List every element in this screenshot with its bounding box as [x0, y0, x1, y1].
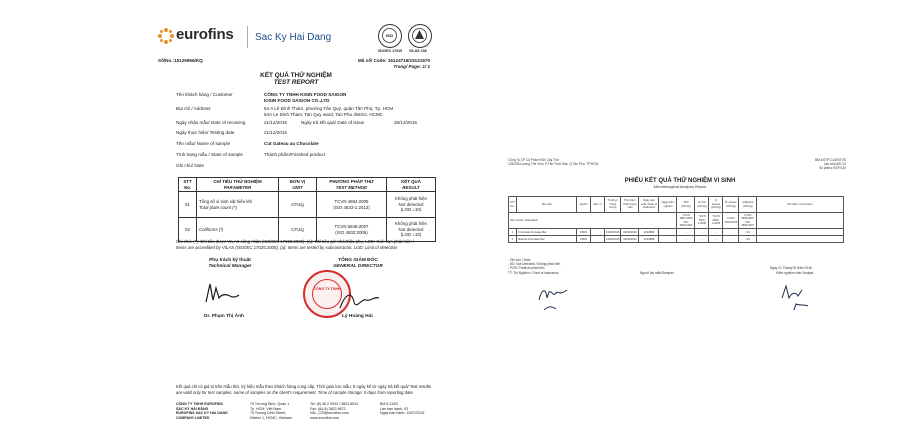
- sampler-label: Người lấy mẫu/Sampler: [640, 271, 674, 275]
- director-title-vn: TỔNG GIÁM ĐỐC: [338, 258, 378, 263]
- row-conclusion: [757, 236, 844, 243]
- row-result: Không phát hiện Not detected (LOD =10): [387, 218, 436, 242]
- row-sample-name: Matcha Chocolate Bar: [517, 236, 577, 243]
- row-no: 01: [179, 192, 197, 218]
- analyst-label: Kiểm nghiệm viên/ Analyst: [776, 271, 814, 275]
- note-pos: - POS: Positive/ phát hiện: [508, 266, 545, 270]
- row-date: 19/05/2016: [605, 229, 621, 236]
- table-row: [509, 236, 844, 243]
- document-number: Số/No.:15125956/KQ: [158, 58, 203, 63]
- row-code: 2013898: [639, 236, 659, 243]
- issue-value: 25/12/2015: [394, 120, 417, 125]
- footer-contact: Tel: (8) 38 2 9933 / 3824 8514 Fax: (84-8) 3822 8672 VAL_CSI@eurofins.com www.eurofins.com: [310, 402, 358, 421]
- row-value: -: [723, 236, 739, 243]
- row-no: 02: [179, 218, 197, 242]
- technical-manager-signature-icon: [202, 278, 242, 308]
- col-header: Ngày sản xuất / Date of production: [639, 197, 659, 213]
- col-header: Thời hạn / Khối lượng mẫu: [621, 197, 639, 213]
- page-number: Trang/ Page: 1/ 1: [393, 64, 430, 69]
- test-report-document: [150, 8, 442, 426]
- col-header: Tên mẫu: [517, 197, 577, 213]
- table-header-row: [509, 197, 844, 213]
- row-method: TCVN 4884:2005 (ISO 4833-1:2013): [317, 192, 387, 218]
- technical-manager-title-en: Technical Manager: [208, 264, 252, 269]
- col-header: B. cereus (CFU/g): [723, 197, 739, 213]
- col-header: Đơn vị: [591, 197, 605, 213]
- col-no-header: STT No.: [179, 178, 197, 192]
- sample-value: Cut Gateau au Chocolate: [264, 141, 319, 146]
- row-date: 19/05/2016: [605, 236, 621, 243]
- row-no: 2: [509, 236, 517, 243]
- standards-row: [509, 213, 844, 229]
- col-result-header: KẾT QUẢ RESULT: [387, 178, 436, 192]
- customer-name-vn: CÔNG TY TNHH KISIN FOOD SAIGON: [264, 92, 347, 97]
- col-parameter-header: CHỈ TIÊU THỬ NGHIỆM PARAMETER: [197, 178, 279, 192]
- accreditation-note-en: Items are accredited by VILAS (ISO/IEC 17025:2005), (a): Items are tested by subcontractor, LOD: Limit of detection: [176, 245, 398, 250]
- lab-address: 125/206 Lương Thế Vinh, P.Tân Thới Hòa, Q.Tân Phú, TP.HCM: [508, 162, 599, 166]
- received-value: 21/12/2015: [264, 120, 287, 125]
- col-header: Nguồn: [577, 197, 591, 213]
- form-code: BM-KSTP-CLIENTVS: [815, 158, 846, 162]
- row-unit: CFU/g: [279, 218, 317, 242]
- address-en: 54A Le Dinh Tham, Tan Quy ward, Tan Phu district, HCMC: [264, 112, 383, 117]
- row-value: -: [709, 236, 723, 243]
- micro-report-title-en: Microbiological Analysis Report: [653, 185, 707, 189]
- lab-chief-label: TT. Thí Nghiệm / Chief of laboratory: [508, 271, 559, 275]
- customer-name-en: KISIN FOOD SAIGON CO.,LTD: [264, 98, 330, 103]
- row-parameter: Coliforms (*): [197, 218, 279, 242]
- testing-value: 21/12/2015: [264, 130, 287, 135]
- director-title-en: GENERAL DIRECTOR: [333, 264, 383, 269]
- col-header: Ngày kiểm nghiệm: [659, 197, 677, 213]
- table-header-row: [179, 178, 436, 192]
- footer-address: 79 Trương Định, Quận 1, Tp. HCM, Việt Nam 79 Truong Dinh Street, District 1, HCMC, Vietnam: [250, 402, 292, 421]
- row-value: -: [677, 236, 695, 243]
- director-name: Lý Hoàng Hải: [342, 314, 373, 319]
- note-label: Ghi chú/ Note: [176, 163, 205, 168]
- method-cell: TCVN 4830-1:2005: [709, 213, 723, 229]
- code-number: Mã số/ Code: 15124716/15121670: [357, 58, 430, 63]
- method-cell: TCVN 6848:2007 ISO 4832:2007: [739, 213, 757, 229]
- svg-text:ISO: ISO: [386, 33, 393, 38]
- issue-label: Ngày trả kết quả/ Date of issue: [301, 120, 365, 125]
- report-title-vn: KẾT QUẢ THỬ NGHIỆM: [260, 72, 332, 79]
- method-cell: TCVN 4992:2005: [723, 213, 739, 229]
- col-header: Trường / Trọng lượng: [605, 197, 621, 213]
- row-date: 19/05/2016: [621, 236, 639, 243]
- footer-form-code: BM 6.11/02 Lần ban hành: 03 Ngày ban hành: 10/07/2015: [380, 402, 425, 416]
- row-source: KISIN: [577, 236, 591, 243]
- note-heading: - Ghi chú / Note:: [508, 258, 532, 262]
- letterhead: [158, 24, 438, 53]
- vilas-accreditation-badge-icon: [408, 24, 432, 48]
- analyst-signature-icon: [778, 284, 814, 316]
- row-value: -: [677, 229, 695, 236]
- company-sub-name: Sac Ky Hai Dang: [255, 32, 332, 43]
- note-nd: - ND: Not Detected / không phát hiện: [508, 262, 561, 266]
- footer-company: CÔNG TY TNHH EUROFINS SẮC KÝ HẢI ĐĂNG EUROFINS SAC KY HAI DANG COMPANY LIMITED: [176, 402, 228, 421]
- technical-manager-title-vn: Phụ trách kỹ thuật: [209, 258, 251, 263]
- accreditation-note-vn: Ghi chú: (*): Chỉ tiêu được VILAS công nhận (ISO/IEC 17025:2005), (a): Chỉ tiêu gửi nhà thầu phụ, LOD: Giới hạn phát hiện /: [176, 239, 415, 244]
- micro-results-table: [508, 196, 844, 243]
- col-header: TPC (CFU/g): [677, 197, 695, 213]
- revision: Lần sửa đổi: 01: [823, 162, 846, 166]
- logo-divider: [247, 26, 248, 48]
- row-no: 1: [509, 229, 517, 236]
- row-parameter: Tổng số vi sinh vật hiếu khí Total plate count (*): [197, 192, 279, 218]
- col-method-header: PHƯƠNG PHÁP THỬ TEST METHOD: [317, 178, 387, 192]
- lab-chief-signature-icon: [536, 282, 570, 316]
- row-sample-name: Chocolate Fromage Bar: [517, 229, 577, 236]
- method-cell: TCVN 7924-2:2008: [695, 213, 709, 229]
- row-unit: CFU/g: [279, 192, 317, 218]
- received-label: Ngày nhận mẫu/ Date of receiving: [176, 120, 246, 125]
- address-vn: 54 A Lê Đình Thám, phường Tân Quý, quận Tân Phú, Tp. HCM: [264, 106, 394, 111]
- state-label: Tình trạng mẫu / State of sample: [176, 152, 243, 157]
- col-header: STT No.: [509, 197, 517, 213]
- disclaimer-en: are valid only for test samples, name of samples as the client's requirement. Time of sample storage: 5 days from reporting date: [176, 390, 413, 395]
- row-value: -: [723, 229, 739, 236]
- col-header: Kết luận / Conclusion: [757, 197, 844, 213]
- testing-label: Ngày thực hiện/ Testing date: [176, 130, 235, 135]
- row-source: KISIN: [577, 229, 591, 236]
- company-logo-text: eurofins: [176, 26, 234, 43]
- row-coliforms: <10: [739, 236, 757, 243]
- report-title-en: TEST REPORT: [273, 79, 319, 86]
- col-unit-header: ĐƠN VỊ UNIT: [279, 178, 317, 192]
- microbiological-report-document: [500, 150, 860, 368]
- stamp-text: CÔNG TY TNHH: [313, 287, 341, 291]
- disclaimer-vn: Kết quả chỉ có giá trị trên mẫu thử, ký hiệu mẫu theo khách hàng cung cấp. Thời gian lưu mẫu: 5 ngày kể từ ngày trả kết quả/ Test results: [176, 384, 431, 389]
- lab-name: Công Ty CP Cổ Phần KSK Cây Thơ: [508, 158, 559, 162]
- row-code: 2013895: [639, 229, 659, 236]
- row-result: Không phát hiện Not detected (LOD =10): [387, 192, 436, 218]
- table-row: [179, 218, 436, 242]
- iso-accreditation-badge-icon: [378, 24, 402, 48]
- table-row: [179, 192, 436, 218]
- badge1-label: ISO/IEC 17025: [378, 49, 403, 53]
- table-row: [509, 229, 844, 236]
- col-header: Coliforms (CFU/g): [739, 197, 757, 213]
- row-value: -: [709, 229, 723, 236]
- col-header: E.Coli (CFU/g): [695, 197, 709, 213]
- eurofins-logo-icon: [158, 28, 174, 44]
- director-signature-icon: [336, 288, 382, 316]
- row-value: -: [695, 229, 709, 236]
- technical-manager-name: Dr. Phạm Thị Ánh: [204, 314, 244, 319]
- results-table: [178, 177, 436, 242]
- state-value: Thành phẩm/Finished product: [264, 152, 326, 157]
- method-cell: TCVN 4884:2005 ISO 4833:2003: [677, 213, 695, 229]
- row-coliforms: <10: [739, 229, 757, 236]
- standards-label: Tiêu chuẩn / Standards: [509, 213, 677, 229]
- badge2-label: VILAS 238: [409, 49, 427, 53]
- report-date: Ngày 21 Tháng 05 Năm 2016: [770, 266, 812, 270]
- row-conclusion: [757, 229, 844, 236]
- row-method: TCVN 6848:2007 (ISO 4832:2006): [317, 218, 387, 242]
- col-header: S. aureus (CFU/g): [709, 197, 723, 213]
- sample-label: Tên mẫu/ Name of sample: [176, 141, 231, 146]
- row-date: 19/05/2016: [621, 229, 639, 236]
- micro-report-title-vn: PHIẾU KẾT QUẢ THỬ NGHIỆM VI SINH: [624, 178, 736, 184]
- address-label: Địa chỉ / Address: [176, 106, 211, 111]
- row-value: -: [695, 236, 709, 243]
- sheet-number: Số phiếu: KSP/120: [819, 166, 846, 170]
- customer-label: Tên khách hàng / Customer: [176, 92, 233, 97]
